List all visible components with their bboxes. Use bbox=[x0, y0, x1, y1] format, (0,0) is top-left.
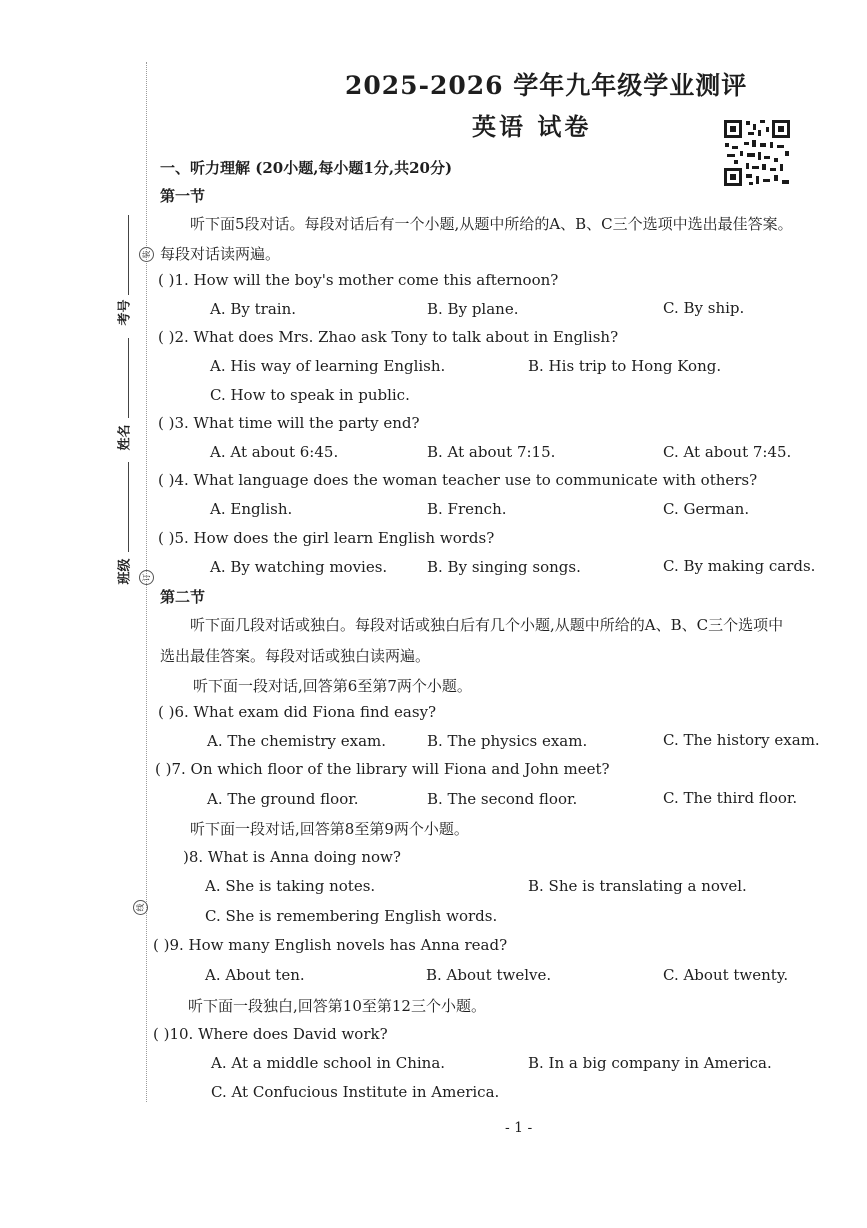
question-2: ( )2. What does Mrs. Zhao ask Tony to talk about in English? bbox=[158, 328, 619, 346]
seal-mark-2: 订 bbox=[139, 570, 154, 585]
note-q8-9: 听下面一段对话,回答第8至第9两个小题。 bbox=[190, 820, 469, 838]
section1-instruction-line1: 听下面5段对话。每段对话后有一个小题,从题中所给的A、B、C三个选项中选出最佳答案。 bbox=[190, 215, 793, 233]
q9-option-a: A. About ten. bbox=[205, 966, 305, 984]
exam-number-line bbox=[128, 215, 129, 295]
q10-option-a: A. At a middle school in China. bbox=[211, 1054, 446, 1072]
question-1: ( )1. How will the boy's mother come this afternoon? bbox=[158, 271, 559, 289]
page-title: 2025-2026 学年九年级学业测评 bbox=[345, 71, 748, 100]
section1-instruction-line2: 每段对话读两遍。 bbox=[160, 245, 281, 263]
question-8: )8. What is Anna doing now? bbox=[183, 848, 401, 866]
q2-option-b: B. His trip to Hong Kong. bbox=[528, 357, 722, 375]
q8-option-c: C. She is remembering English words. bbox=[205, 907, 498, 925]
class-label: 班级 bbox=[117, 558, 133, 585]
qr-code bbox=[722, 118, 792, 188]
q8-option-b: B. She is translating a novel. bbox=[528, 877, 747, 895]
page-subtitle: 英语 试卷 bbox=[472, 112, 592, 141]
q7-option-a: A. The ground floor. bbox=[207, 790, 359, 808]
q10-option-b: B. In a big company in America. bbox=[528, 1054, 772, 1072]
q6-option-c: C. The history exam. bbox=[663, 731, 820, 749]
q4-option-b: B. French. bbox=[427, 500, 507, 518]
seal-mark-1: 装 bbox=[139, 247, 154, 262]
seal-mark-3: 线 bbox=[133, 900, 148, 915]
q2-option-c: C. How to speak in public. bbox=[210, 386, 410, 404]
page-number: - 1 - bbox=[505, 1120, 533, 1136]
section2-instruction-line1: 听下面几段对话或独白。每段对话或独白后有几个小题,从题中所给的A、B、C三个选项中 bbox=[190, 616, 784, 634]
q2-option-a: A. His way of learning English. bbox=[210, 357, 446, 375]
q6-option-a: A. The chemistry exam. bbox=[207, 732, 387, 750]
q7-option-b: B. The second floor. bbox=[427, 790, 578, 808]
q3-option-c: C. At about 7:45. bbox=[663, 443, 792, 461]
part1-heading: 一、听力理解 (20小题,每小题1分,共20分) bbox=[160, 159, 453, 177]
name-line bbox=[128, 338, 129, 418]
q6-option-b: B. The physics exam. bbox=[427, 732, 588, 750]
question-6: ( )6. What exam did Fiona find easy? bbox=[158, 703, 437, 721]
name-label: 姓名 bbox=[117, 424, 133, 451]
note-q10-12: 听下面一段独白,回答第10至第12三个小题。 bbox=[188, 997, 486, 1015]
q3-option-a: A. At about 6:45. bbox=[210, 443, 339, 461]
q1-option-b: B. By plane. bbox=[427, 300, 519, 318]
note-q6-7: 听下面一段对话,回答第6至第7两个小题。 bbox=[193, 677, 472, 695]
q10-option-c: C. At Confucious Institute in America. bbox=[211, 1083, 500, 1101]
q1-option-c: C. By ship. bbox=[663, 299, 745, 317]
q5-option-c: C. By making cards. bbox=[663, 557, 816, 575]
question-4: ( )4. What language does the woman teacher use to communicate with others? bbox=[158, 471, 758, 489]
exam-number-label: 考号 bbox=[117, 299, 133, 326]
q5-option-a: A. By watching movies. bbox=[210, 558, 388, 576]
section2-instruction-line2: 选出最佳答案。每段对话或独白读两遍。 bbox=[160, 647, 431, 665]
question-9: ( )9. How many English novels has Anna read? bbox=[153, 936, 508, 954]
q1-option-a: A. By train. bbox=[210, 300, 297, 318]
q9-option-c: C. About twenty. bbox=[663, 966, 789, 984]
question-10: ( )10. Where does David work? bbox=[153, 1025, 388, 1043]
q8-option-a: A. She is taking notes. bbox=[205, 877, 376, 895]
section1-heading: 第一节 bbox=[160, 187, 206, 205]
q4-option-c: C. German. bbox=[663, 500, 750, 518]
question-5: ( )5. How does the girl learn English words? bbox=[158, 529, 495, 547]
section2-heading: 第二节 bbox=[160, 588, 206, 606]
q5-option-b: B. By singing songs. bbox=[427, 558, 581, 576]
q7-option-c: C. The third floor. bbox=[663, 789, 798, 807]
class-line bbox=[128, 462, 129, 552]
question-7: ( )7. On which floor of the library will Fiona and John meet? bbox=[155, 760, 610, 778]
question-3: ( )3. What time will the party end? bbox=[158, 414, 420, 432]
q4-option-a: A. English. bbox=[210, 500, 293, 518]
q3-option-b: B. At about 7:15. bbox=[427, 443, 556, 461]
q9-option-b: B. About twelve. bbox=[426, 966, 552, 984]
